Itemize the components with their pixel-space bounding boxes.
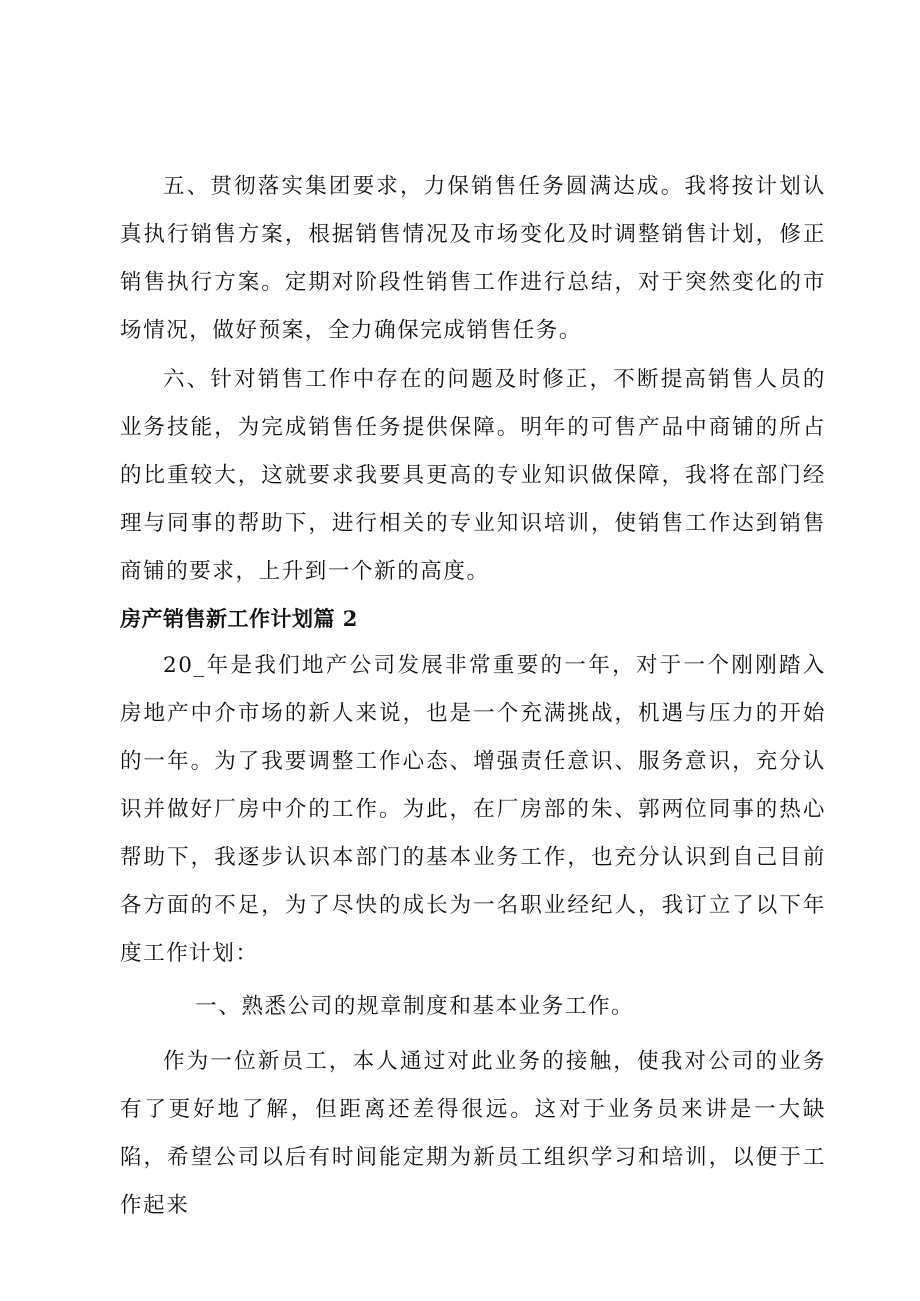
intro-paragraph: 20_年是我们地产公司发展非常重要的一年，对于一个刚刚踏入房地产中介市场的新人来说，也是一个充满挑战，机遇与压力的开始的一年。为了我要调整工作心态、增强责任意识、服务意识，充分认识并做好厂房中介的工作。为此，在厂房部的朱、郭两位同事的热心帮助下，我逐步认识本部门的基本业务工作，也充分认识到自己目前各方面的不足，为了尽快的成长为一名职业经纪人，我订立了以下年度工作计划： (120, 653, 826, 966)
body-paragraph: 作为一位新员工，本人通过对此业务的接触，使我对公司的业务有了更好地了解，但距离还差得很远。这对于业务员来讲是一大缺陷，希望公司以后有时间能定期为新员工组织学习和培训，以便于工作起来 (120, 1049, 826, 1218)
document-body (120, 163, 826, 1230)
section-title: 房产销售新工作计划篇 2 (120, 606, 358, 631)
subheading-one: 一、熟悉公司的规章制度和基本业务工作。 (195, 994, 635, 1019)
paragraph-item-six: 六、针对销售工作中存在的问题及时修正，不断提高销售人员的业务技能，为完成销售任务提供保障。明年的可售产品中商铺的所占的比重较大，这就要求我要具更高的专业知识做保障，我将在部门经理与同事的帮助下，进行相关的专业知识培训，使销售工作达到销售商铺的要求，上升到一个新的高度。 (120, 367, 826, 584)
paragraph-item-five: 五、贯彻落实集团要求，力保销售任务圆满达成。我将按计划认真执行销售方案，根据销售情况及市场变化及时调整销售计划，修正销售执行方案。定期对阶段性销售工作进行总结，对于突然变化的市场情况，做好预案，全力确保完成销售任务。 (120, 174, 826, 343)
